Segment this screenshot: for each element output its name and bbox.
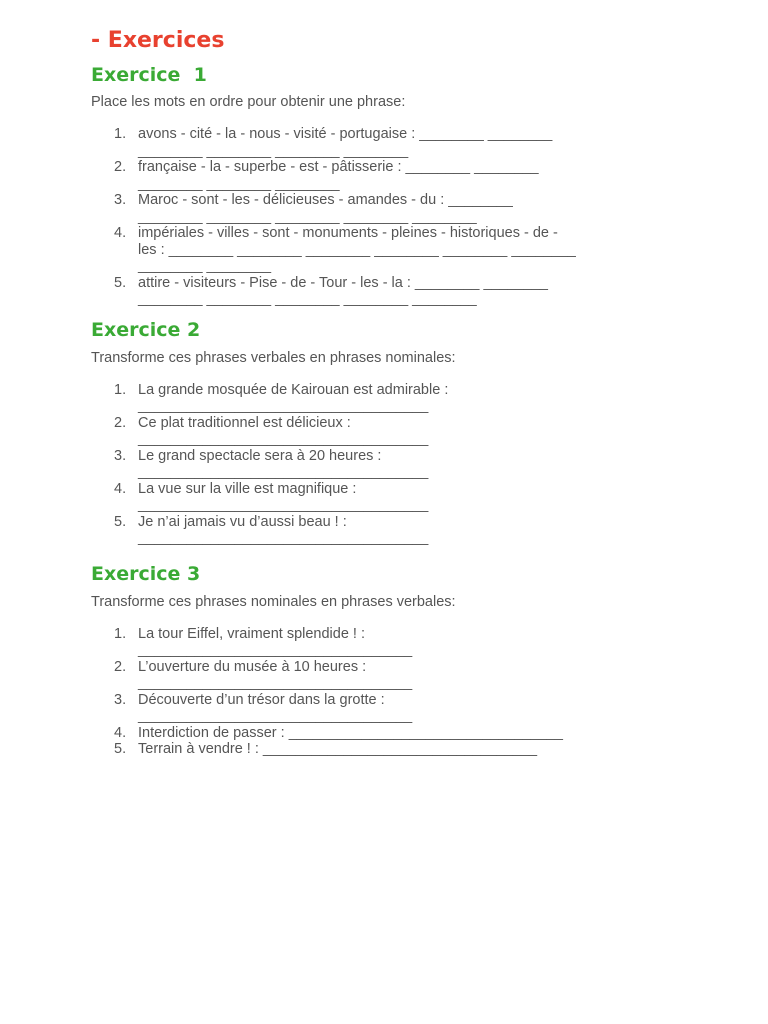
item-number: 2. <box>114 658 127 675</box>
item-number: 3. <box>114 192 127 208</box>
item-number: 5. <box>114 274 127 291</box>
exercise-2-title: Exercice 2 <box>91 318 201 341</box>
list-item <box>91 626 611 659</box>
item-number: 1. <box>114 625 127 642</box>
exercise-1-instruction: Place les mots en ordre pour obtenir une phrase: <box>91 94 406 110</box>
item-text: Interdiction de passer : __________________________________ <box>138 724 563 741</box>
item-number: 1. <box>114 126 127 142</box>
list-item <box>91 481 611 514</box>
list-item <box>91 725 611 742</box>
item-number: 2. <box>114 414 127 431</box>
item-text: La tour Eiffel, vraiment splendide ! : __________________________________ <box>138 625 413 658</box>
exercise-1-list <box>91 126 611 308</box>
item-number: 4. <box>114 225 127 241</box>
item-text: Découverte d’un trésor dans la grotte : __________________________________ <box>138 691 413 724</box>
item-text: Maroc - sont - les - délicieuses - amandes - du : ________ ________ ________ ________ ________ ________ <box>138 192 513 225</box>
exercise-2-list <box>91 382 611 547</box>
list-item <box>91 692 611 725</box>
item-text: L’ouverture du musée à 10 heures : __________________________________ <box>138 658 413 691</box>
item-text: Ce plat traditionnel est délicieux : ____________________________________ <box>138 414 429 447</box>
page-title: - Exercices <box>91 28 225 53</box>
item-text: Terrain à vendre ! : __________________________________ <box>138 741 538 757</box>
item-number: 2. <box>114 159 127 175</box>
item-number: 5. <box>114 513 127 530</box>
list-item <box>91 275 611 308</box>
exercise-2-instruction: Transforme ces phrases verbales en phrases nominales: <box>91 349 456 366</box>
list-item <box>91 741 611 758</box>
list-item <box>91 659 611 692</box>
list-item <box>91 126 611 159</box>
exercise-3 <box>91 561 611 758</box>
item-number: 3. <box>114 691 127 708</box>
item-text: française - la - superbe - est - pâtisserie : ________ ________ ________ ________ ________ <box>138 159 539 192</box>
item-text: La grande mosquée de Kairouan est admirable : ____________________________________ <box>138 381 449 414</box>
item-text: Le grand spectacle sera à 20 heures : ____________________________________ <box>138 447 429 480</box>
list-item <box>91 448 611 481</box>
item-text: attire - visiteurs - Pise - de - Tour - les - la : ________ ________ ________ ________ ________ ________ ________ <box>138 274 548 307</box>
worksheet-page <box>91 26 611 758</box>
exercise-1-title: Exercice 1 <box>91 64 207 86</box>
item-number: 3. <box>114 447 127 464</box>
exercise-2 <box>91 317 611 547</box>
list-item <box>91 415 611 448</box>
item-text: avons - cité - la - nous - visité - portugaise : ________ ________ ________ ________ ________ ________ <box>138 126 553 159</box>
item-number: 5. <box>114 741 127 757</box>
exercise-1 <box>91 62 611 308</box>
item-text: Je n’ai jamais vu d’aussi beau ! : ____________________________________ <box>138 513 429 546</box>
item-text: impériales - villes - sont - monuments - pleines - historiques - de - les : ________ ________ ________ ________ ________ ________ ________ ________ <box>138 225 576 274</box>
item-number: 4. <box>114 724 127 741</box>
exercise-3-list <box>91 626 611 758</box>
item-number: 1. <box>114 381 127 398</box>
list-item <box>91 192 611 225</box>
exercise-3-title: Exercice 3 <box>91 562 201 585</box>
item-text: La vue sur la ville est magnifique : ____________________________________ <box>138 480 429 513</box>
list-item <box>91 514 611 547</box>
list-item <box>91 159 611 192</box>
exercise-3-instruction: Transforme ces phrases nominales en phrases verbales: <box>91 593 456 610</box>
list-item <box>91 225 611 275</box>
item-number: 4. <box>114 480 127 497</box>
list-item <box>91 382 611 415</box>
